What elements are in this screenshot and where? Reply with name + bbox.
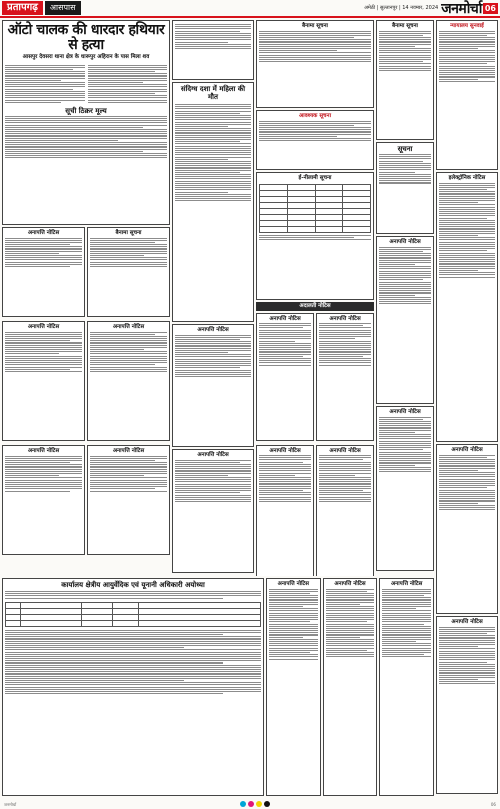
page-number: 06 [484,3,496,13]
tender-table-notice [256,172,374,300]
bottom-notices-grid [266,578,434,798]
column-center [256,20,374,576]
notice-right-b2 [436,616,498,794]
electronic-notice [436,172,498,442]
center-notices-grid [256,313,374,577]
column-left [2,20,170,576]
tender-table [5,602,261,627]
notice-left-4 [87,321,170,441]
section-label: प्रतापगढ़ [2,1,43,15]
notice-bottom-2 [323,578,378,796]
notice-bottom-3-title: अनापत्ति नोटिस [390,581,423,587]
section-tag: आसपास [45,1,81,15]
tender-block [2,578,264,798]
registration-marks [238,801,270,808]
woman-death-headline: संदिग्ध दशा में महिला की मौत [180,85,246,101]
notice-left-5 [2,445,85,555]
auction-table [259,184,371,233]
tender-notice [2,578,264,796]
notice-left-4-title: अनापत्ति नोटिस [112,324,145,330]
notice-left-3-title: अनापत्ति नोटिस [27,324,60,330]
notice-left-1 [2,227,85,317]
lead-headline: ऑटो चालक की धारदार हथियार से हत्या [7,22,165,53]
notice-center-3-title: अनापत्ति नोटिस [269,447,301,454]
cyan-mark-icon [240,801,246,807]
notice-right-b1-title: अनापत्ति नोटिस [451,447,483,453]
notice-right-b1 [436,444,498,614]
notice-right-a2-title: अनापत्ति नोटिस [389,239,421,245]
page-footer [0,800,500,809]
notice-bottom-2-title: अनापत्ति नोटिस [334,581,366,587]
bainama-notice [256,20,374,108]
lead-body-col-2 [88,65,168,103]
notice-right-a2 [376,236,434,404]
notice-right-a1-title: बैनामा सूचना [392,23,418,29]
masthead [0,0,500,16]
notice-mid-2-title: अनापत्ति नोटिस [197,452,229,458]
notice-left-3 [2,321,85,441]
column-middle-right [376,20,434,576]
notice-left-6-title: अनापत्ति नोटिस [112,448,145,454]
newspaper-brand: जनमोर्चा [441,0,482,17]
hearing-title: आवश्यक सूचना [298,113,332,119]
notice-left-5-title: अनापत्ति नोटिस [27,448,60,454]
electronic-title: इलेक्ट्रॉनिक नोटिस [448,175,486,181]
notice-mid-1 [172,324,254,447]
notice-mid-2 [172,449,254,573]
bottom-mid-notices [266,578,434,798]
notice-right-a3 [376,406,434,571]
crime-story-cont [172,20,254,80]
bulletin-heading: अदालती नोटिस [256,302,374,311]
notice-right-a1 [376,20,434,140]
notice-center-4-title: अनापत्ति नोटिस [329,447,361,454]
notice-bottom-1 [266,578,321,796]
column-middle-left [172,20,254,576]
lost-notice-body [5,116,167,159]
notice-left-1-title: अनापत्ति नोटिस [27,230,60,236]
woman-death-story [172,82,254,322]
suchna-notice [376,142,434,234]
notice-left-6 [87,445,170,555]
lead-subhead: आसपुर देवसरा थाना क्षेत्र के धारूपुर अहिरान के पास मिला शव [22,54,150,60]
notice-center-2-title: अनापत्ति नोटिस [329,315,361,322]
black-mark-icon [264,801,270,807]
masthead-rule [0,16,500,18]
court-notice [436,20,498,170]
left-notices-grid [2,227,170,557]
yellow-mark-icon [256,801,262,807]
notice-left-2-title: बैनामा सूचना [115,230,142,236]
notice-center-1 [256,313,314,441]
notice-center-3 [256,445,314,577]
magenta-mark-icon [248,801,254,807]
footer-page: 06 [490,802,496,807]
notice-center-2 [316,313,374,441]
notice-center-4 [316,445,374,577]
footer-brand: जनमोर्चा [4,801,17,807]
lead-body-col-1 [5,65,85,103]
notice-left-2 [87,227,170,317]
notice-mid-1-title: अनापत्ति नोटिस [197,327,229,333]
notice-center-1-title: अनापत्ति नोटिस [269,315,301,322]
notice-bottom-3 [379,578,434,796]
notice-right-b2-title: अनापत्ति नोटिस [451,619,483,625]
lead-story [2,20,170,225]
column-right [436,20,498,798]
lost-notice-head: सूची ठिक्रर मूल्य [65,106,107,115]
bainama-title: बैनामा सूचना [302,23,328,29]
tender-title: कार्यालय क्षेत्रीय आयुर्वेदिक एवं यूनानी अधिकारी अयोध्या [61,581,205,589]
court-title: न्यायालय सुनवाई [450,23,484,29]
notice-right-a3-title: अनापत्ति नोटिस [389,409,421,415]
suchna-title: सूचना [397,145,413,153]
hearing-notice [256,110,374,170]
issue-date: अमेठी | सुल्तानपुर | 14 नवम्बर, 2024 [364,5,439,11]
notice-bottom-1-title: अनापत्ति नोटिस [277,581,309,587]
auction-title: ई-नीलामी सूचना [298,175,332,181]
